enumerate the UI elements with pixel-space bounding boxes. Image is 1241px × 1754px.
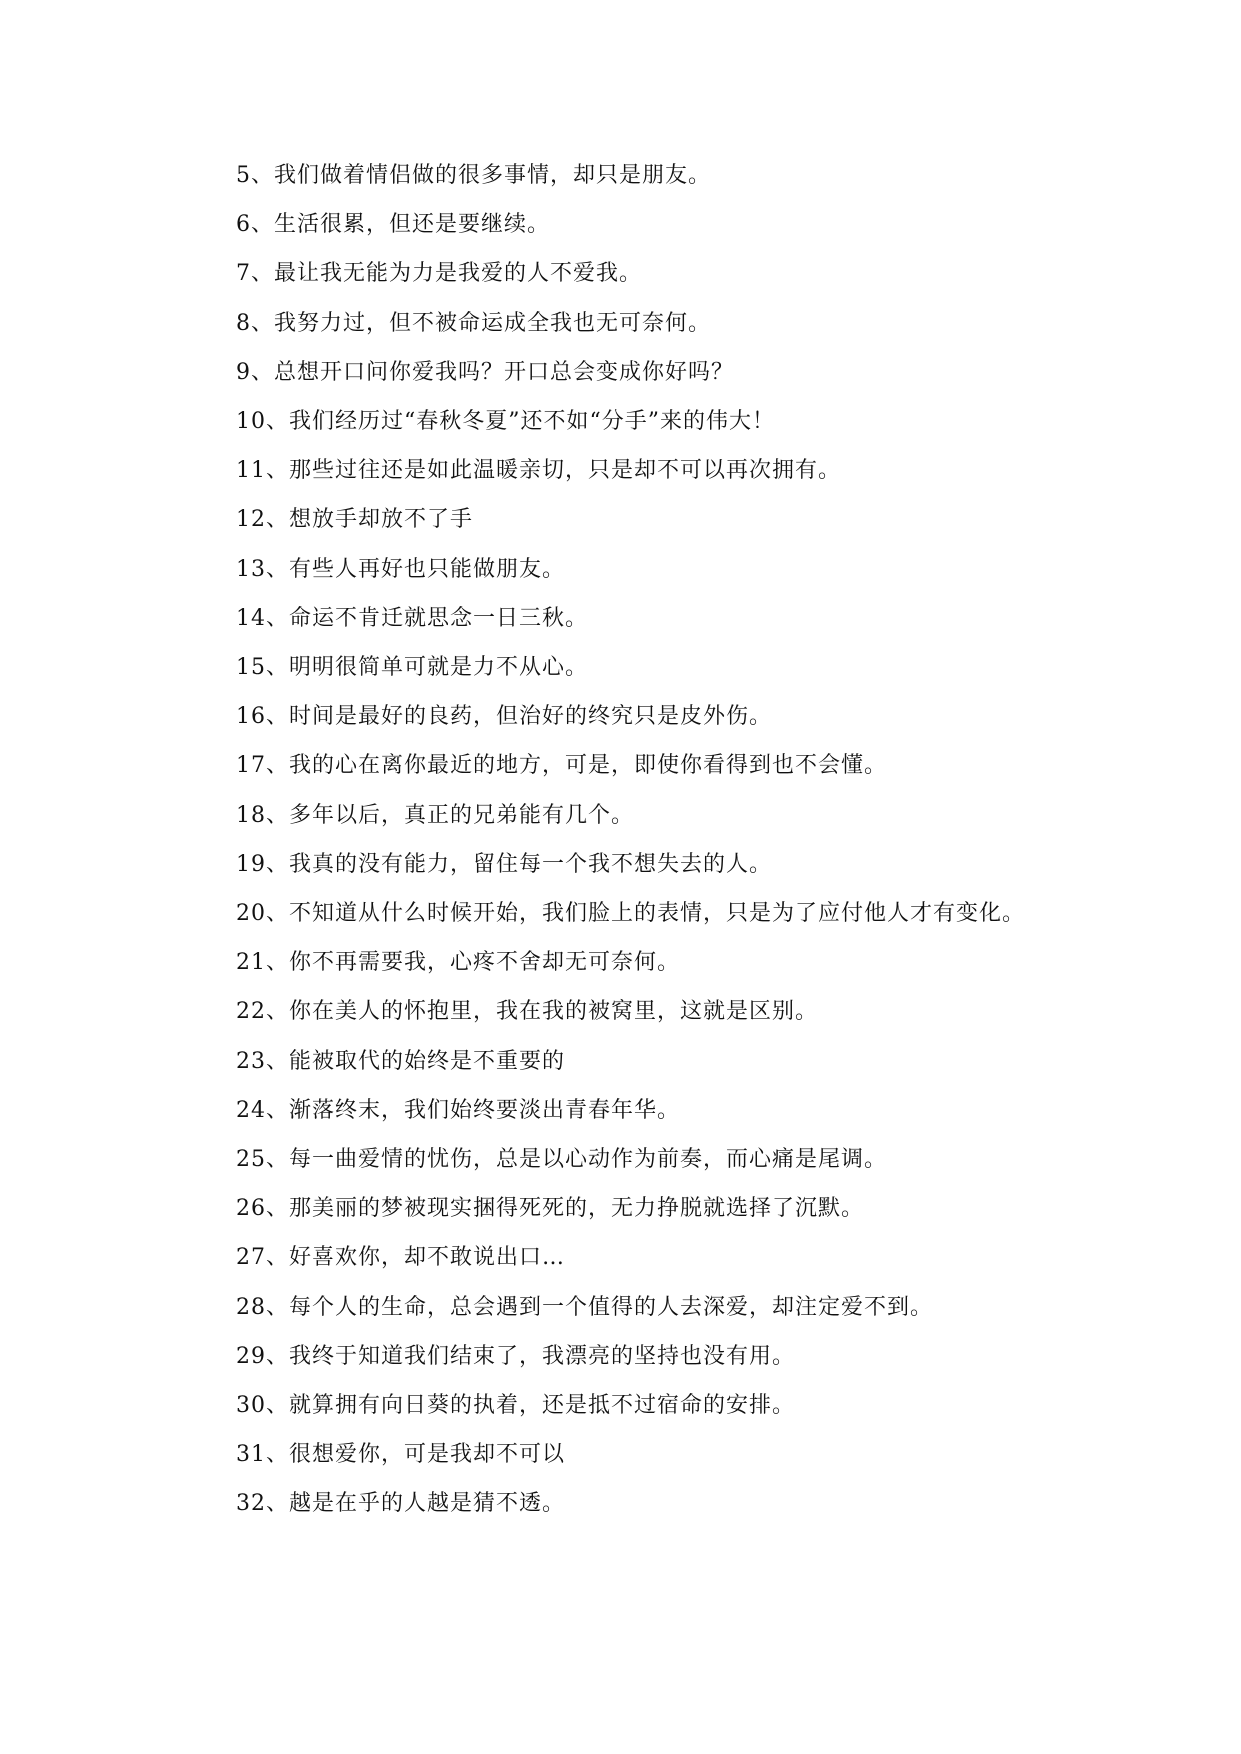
paragraph-30: 30、就算拥有向日葵的执着，还是抵不过宿命的安排。 (236, 1393, 795, 1419)
document-body (188, 151, 1053, 1529)
paragraph-27: 27、好喜欢你，却不敢说出口… (236, 1245, 565, 1271)
paragraph-21: 21、你不再需要我，心疼不舍却无可奈何。 (236, 950, 680, 976)
paragraph-31: 31、很想爱你，可是我却不可以 (236, 1442, 565, 1468)
paragraph-25: 25、每一曲爱情的忧伤，总是以心动作为前奏，而心痛是尾调。 (236, 1147, 887, 1173)
paragraph-23: 23、能被取代的始终是不重要的 (236, 1048, 565, 1074)
paragraph-32: 32、越是在乎的人越是猜不透。 (236, 1491, 565, 1517)
paragraph-7: 7、最让我无能为力是我爱的人不爱我。 (236, 261, 642, 287)
paragraph-22: 22、你在美人的怀抱里，我在我的被窝里，这就是区别。 (236, 999, 818, 1025)
paragraph-17: 17、我的心在离你最近的地方，可是，即使你看得到也不会懂。 (236, 753, 887, 779)
paragraph-26: 26、那美丽的梦被现实捆得死死的，无力挣脱就选择了沉默。 (236, 1196, 864, 1222)
paragraph-5: 5、我们做着情侣做的很多事情，却只是朋友。 (236, 163, 711, 188)
paragraph-12: 12、想放手却放不了手 (236, 507, 473, 533)
paragraph-8: 8、我努力过，但不被命运成全我也无可奈何。 (236, 310, 711, 336)
paragraph-15: 15、明明很简单可就是力不从心。 (236, 655, 588, 681)
paragraph-13: 13、有些人再好也只能做朋友。 (236, 556, 565, 582)
paragraph-6: 6、生活很累，但还是要继续。 (236, 212, 550, 238)
paragraph-14: 14、命运不肯迁就思念一日三秋。 (236, 605, 588, 631)
paragraph-18: 18、多年以后，真正的兄弟能有几个。 (236, 802, 634, 828)
paragraph-24: 24、渐落终末，我们始终要淡出青春年华。 (236, 1097, 680, 1123)
paragraph-9: 9、总想开口问你爱我吗？开口总会变成你好吗？ (236, 359, 734, 385)
paragraph-16: 16、时间是最好的良药，但治好的终究只是皮外伤。 (236, 704, 772, 730)
paragraph-10: 10、我们经历过“春秋冬夏”还不如“分手”来的伟大！ (236, 409, 775, 435)
paragraph-20: 20、不知道从什么时候开始，我们脸上的表情，只是为了应付他人才有变化。 (236, 901, 1025, 927)
paragraph-29: 29、我终于知道我们结束了，我漂亮的坚持也没有用。 (236, 1343, 795, 1369)
paragraph-28: 28、每个人的生命，总会遇到一个值得的人去深爱，却注定爱不到。 (236, 1294, 933, 1320)
paragraph-19: 19、我真的没有能力，留住每一个我不想失去的人。 (236, 851, 772, 877)
paragraph-11: 11、那些过往还是如此温暖亲切，只是却不可以再次拥有。 (236, 458, 841, 484)
